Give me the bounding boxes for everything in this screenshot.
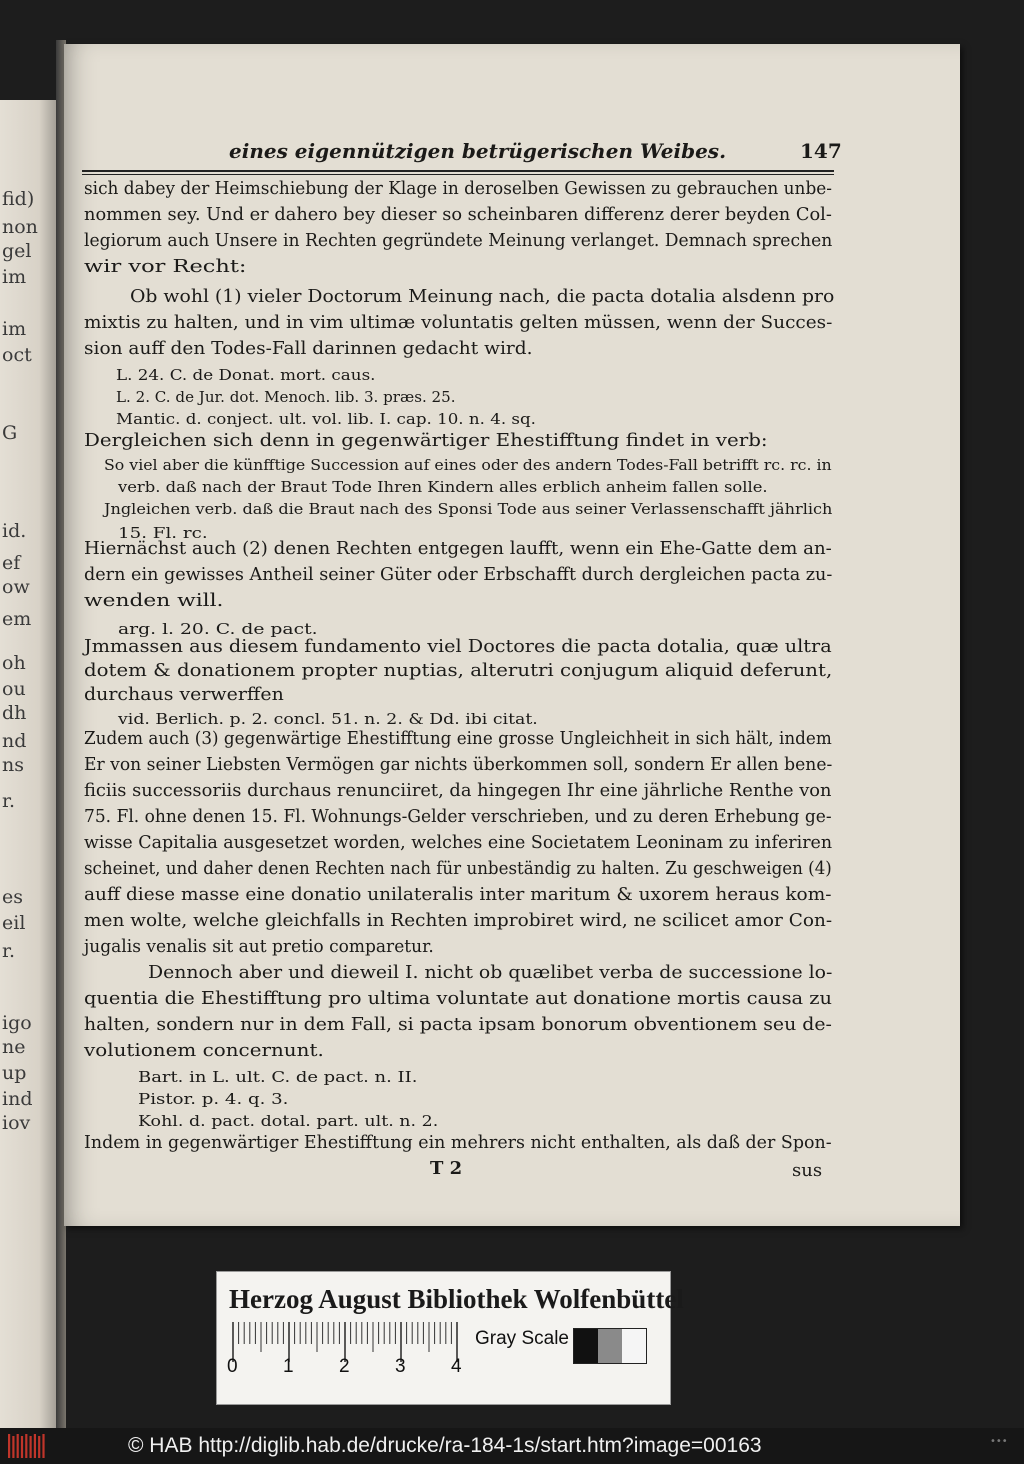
ruler-number: 2 (339, 1356, 350, 1377)
text-line: mixtis zu halten, und in vim ultimæ voluntatis gelten müssen, wenn der Succes- (84, 312, 833, 333)
left-page-fragment: dh (2, 702, 27, 724)
text-line: scheinet, und daher denen Rechten nach für unbeständig zu halten. Zu geschweigen (4) (84, 858, 832, 879)
citation-line: L. 24. C. de Donat. mort. caus. (116, 366, 376, 384)
text-line: legiorum auch Unsere in Rechten gegründete Meinung verlanget. Demnach sprechen (84, 230, 833, 251)
ruler-number: 1 (283, 1356, 294, 1377)
text-line: Jmmassen aus diesem fundamento viel Doctores die pacta dotalia, quæ ultra (84, 636, 832, 657)
left-page-fragment: im (2, 318, 27, 340)
text-line: sich dabey der Heimschiebung der Klage in deroselben Gewissen zu gebrauchen unbe- (84, 178, 832, 199)
citation-line: 15. Fl. rc. (118, 524, 208, 542)
plate-title: Herzog August Bibliothek Wolfenbüttel (229, 1284, 684, 1314)
citation-line: So viel aber die künfftige Succession auf eines oder des andern Todes-Fall betrifft rc. rc. in (104, 456, 832, 474)
gray-scale-label: Gray Scale (475, 1328, 569, 1349)
text-line: durchaus verwerffen (84, 684, 284, 705)
left-page-fragment: em (2, 608, 32, 630)
text-line: quentia die Ehestifftung pro ultima voluntate aut donatione mortis causa zu (84, 988, 832, 1009)
text-line: Dergleichen sich denn in gegenwärtiger Ehestifftung findet in verb: (84, 430, 768, 451)
citation-line: vid. Berlich. p. 2. concl. 51. n. 2. & Dd. ibi citat. (118, 710, 538, 728)
left-page-fragment: eil (2, 912, 26, 934)
logo-bar (30, 1436, 32, 1458)
citation-line: L. 2. C. de Jur. dot. Menoch. lib. 3. præs. 25. (116, 388, 456, 406)
catchword: sus (792, 1160, 823, 1181)
citation-line: Bart. in L. ult. C. de pact. n. II. (138, 1068, 418, 1086)
left-page-fragment: oct (2, 344, 32, 366)
hab-logo-icon (6, 1432, 48, 1460)
ruler-number: 4 (451, 1356, 462, 1377)
text-line: Er von seiner Liebsten Vermögen gar nichts überkommen soll, sondern Er allen bene- (84, 754, 833, 775)
left-page-fragment: gel (2, 240, 32, 262)
text-line: Indem in gegenwärtiger Ehestifftung ein mehrers nicht enthalten, als daß der Spon- (84, 1132, 832, 1153)
logo-bar (42, 1434, 44, 1458)
left-page-fragment: oh (2, 652, 26, 674)
text-line: auff diese masse eine donatio unilateralis inter maritum & uxorem heraus kom- (84, 884, 832, 905)
left-page-fragment: es (2, 886, 23, 908)
left-page-fragment: igo (2, 1012, 32, 1034)
left-page-fragment: up (2, 1062, 27, 1084)
text-line: 75. Fl. ohne denen 15. Fl. Wohnungs-Gelder verschrieben, und zu deren Erhebung ge- (84, 806, 832, 827)
left-page-fragment: im (2, 266, 27, 288)
citation-line: verb. daß nach der Braut Tode Ihren Kindern alles erblich anheim fallen solle. (118, 478, 768, 496)
text-line: halten, sondern nur in dem Fall, si pacta ipsam bonorum obventionem seu de- (84, 1014, 832, 1035)
left-page-fragment: ef (2, 552, 21, 574)
left-page-fragment: ow (2, 576, 30, 598)
logo-bar (34, 1434, 36, 1458)
gray-scale-swatch (573, 1328, 647, 1364)
text-line: ficiis successoriis durchaus renunciiret, da hingegen Ihr eine jährliche Renthe von (84, 780, 832, 801)
text-line: jugalis venalis sit aut pretio comparetur. (84, 936, 434, 957)
text-line: dern ein gewisses Antheil seiner Güter oder Erbschafft durch dergleichen pacta zu- (84, 564, 833, 585)
signature-mark: T 2 (430, 1158, 463, 1179)
footer-marker: ••• (990, 1436, 1008, 1447)
citation-line: Pistor. p. 4. q. 3. (138, 1090, 289, 1108)
header-rule (82, 170, 834, 175)
text-line: sion auff den Todes-Fall darinnen gedacht wird. (84, 338, 533, 359)
adjacent-page-edge (0, 100, 56, 1430)
text-line: Dennoch aber und dieweil I. nicht ob quælibet verba de successione lo- (148, 962, 833, 983)
text-line: dotem & donationem propter nuptias, alterutri conjugum aliquid deferunt, (84, 660, 833, 681)
footer-copyright-link[interactable]: © HAB http://diglib.hab.de/drucke/ra-184-1s/start.htm?image=00163 (128, 1434, 762, 1457)
citation-line: Jngleichen verb. daß die Braut nach des Sponsi Tode aus seiner Verlassenschafft jährlich (104, 500, 833, 518)
book-page (64, 44, 960, 1226)
left-page-fragment: iov (2, 1112, 31, 1134)
text-line: wir vor Recht: (84, 256, 247, 277)
citation-line: Mantic. d. conject. ult. vol. lib. I. cap. 10. n. 4. sq. (116, 410, 536, 428)
text-line: nommen sey. Und er dahero bey dieser so scheinbaren differenz derer beyden Col- (84, 204, 832, 225)
text-line: Hiernächst auch (2) denen Rechten entgegen laufft, wenn ein Ehe-Gatte dem an- (84, 538, 832, 559)
text-line: men wolte, welche gleichfalls in Rechten improbiret wird, ne scilicet amor Con- (84, 910, 833, 931)
left-page-fragment: ns (2, 754, 24, 776)
logo-bar (38, 1436, 40, 1458)
left-page-fragment: fid) (2, 188, 35, 210)
ruler-number: 0 (227, 1356, 238, 1377)
left-page-fragment: non (2, 216, 38, 238)
left-page-fragment: ne (2, 1036, 26, 1058)
library-plate (216, 1271, 684, 1405)
logo-bar (25, 1434, 27, 1458)
ruler-number: 3 (395, 1356, 406, 1377)
text-line: Zudem auch (3) gegenwärtige Ehestifftung eine grosse Ungleichheit in sich hält, indem (84, 728, 832, 749)
text-line: Ob wohl (1) vieler Doctorum Meinung nach, die pacta dotalia alsdenn pro (130, 286, 835, 307)
text-line: wisse Capitalia ausgesetzet worden, welches eine Societatem Leoninam zu inferiren (84, 832, 833, 853)
page-number: 147 (800, 139, 842, 163)
text-line: wenden will. (84, 590, 224, 611)
left-page-fragment: ind (2, 1088, 33, 1110)
left-page-fragment: ou (2, 678, 26, 700)
logo-bar (12, 1436, 14, 1458)
left-page-fragment: r. (2, 790, 16, 812)
left-page-fragment: G (2, 422, 18, 444)
left-page-fragment: nd (2, 730, 27, 752)
logo-bar (17, 1434, 19, 1458)
running-head: eines eigennützigen betrügerischen Weibes. (229, 139, 727, 163)
left-page-fragment: r. (2, 940, 16, 962)
text-line: volutionem concernunt. (84, 1040, 324, 1061)
logo-bar (21, 1436, 23, 1458)
left-page-fragment: id. (2, 520, 27, 542)
footer-bar (0, 1428, 1024, 1464)
citation-line: Kohl. d. pact. dotal. part. ult. n. 2. (138, 1112, 439, 1130)
citation-line: arg. l. 20. C. de pact. (118, 620, 318, 638)
logo-bar (8, 1434, 10, 1458)
